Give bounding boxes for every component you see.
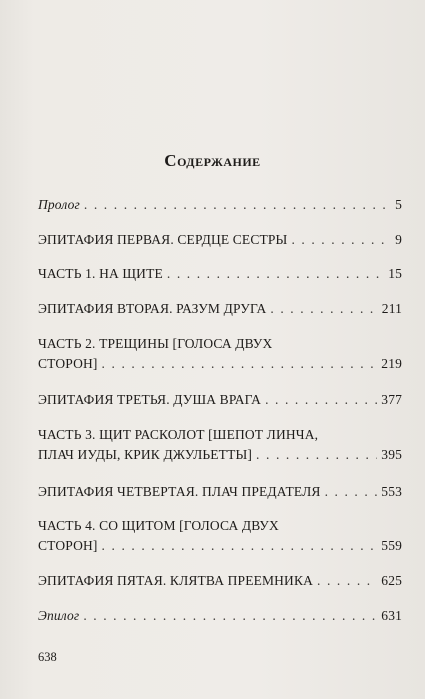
toc-entry-title-continued: СТОРОН] xyxy=(38,356,98,371)
toc-leader-dots xyxy=(317,571,377,591)
toc-entry-prologue[interactable] xyxy=(38,195,402,215)
toc-leader-dots xyxy=(84,195,391,215)
toc-entry-title: Пролог xyxy=(38,197,80,212)
toc-entry-epitaph-3[interactable] xyxy=(38,390,402,410)
toc-page-number: 553 xyxy=(381,484,402,499)
toc-entry-title-continued: СТОРОН] xyxy=(38,538,98,553)
toc-leader-dots xyxy=(291,230,391,250)
toc-entry-title: ЧАСТЬ 2. ТРЕЩИНЫ [ГОЛОСА ДВУХ xyxy=(38,336,273,351)
toc-entry-title: ЭПИТАФИЯ ТРЕТЬЯ. ДУША ВРАГА xyxy=(38,392,262,407)
toc-leader-dots xyxy=(102,536,378,556)
toc-entry-part-4[interactable] xyxy=(38,516,402,556)
toc-leader-dots xyxy=(265,390,377,410)
toc-page-number: 395 xyxy=(381,447,402,462)
toc-page-number: 631 xyxy=(381,608,402,623)
toc-page-number: 377 xyxy=(381,392,402,407)
toc-entry-part-2[interactable] xyxy=(38,334,402,374)
toc-entry-epitaph-1[interactable] xyxy=(38,230,402,250)
toc-entry-title: Эпилог xyxy=(38,608,80,623)
toc-page-number: 559 xyxy=(381,538,402,553)
toc-entry-title: ЧАСТЬ 1. НА ЩИТЕ xyxy=(38,266,163,281)
contents-heading: Содержание xyxy=(164,151,261,170)
toc-entry-epitaph-5[interactable] xyxy=(38,571,402,591)
toc-entry-title: ЧАСТЬ 4. СО ЩИТОМ [ГОЛОСА ДВУХ xyxy=(38,518,279,533)
toc-page-number: 219 xyxy=(381,356,402,371)
toc-page-number: 9 xyxy=(395,232,402,247)
toc-entry-title: ЭПИТАФИЯ ПЕРВАЯ. СЕРДЦЕ СЕСТРЫ xyxy=(38,232,288,247)
toc-entry-part-1[interactable] xyxy=(38,264,402,284)
toc-page-number: 5 xyxy=(395,197,402,212)
toc-page-number: 625 xyxy=(381,573,402,588)
toc-leader-dots xyxy=(270,299,377,319)
toc-leader-dots xyxy=(83,606,377,626)
toc-leader-dots xyxy=(256,445,377,465)
toc-entry-part-3[interactable] xyxy=(38,425,402,465)
toc-leader-dots xyxy=(325,482,378,502)
toc-leader-dots xyxy=(102,354,378,374)
toc-entry-epitaph-4[interactable] xyxy=(38,482,402,502)
toc-page-number: 211 xyxy=(381,301,402,316)
toc-entry-title: ЭПИТАФИЯ ЧЕТВЕРТАЯ. ПЛАЧ ПРЕДАТЕЛЯ xyxy=(38,484,321,499)
page-number: 638 xyxy=(38,650,57,664)
toc-leader-dots xyxy=(167,264,384,284)
toc-entry-title: ЭПИТАФИЯ ВТОРАЯ. РАЗУМ ДРУГА xyxy=(38,301,267,316)
toc-entry-title: ЧАСТЬ 3. ЩИТ РАСКОЛОТ [ШЕПОТ ЛИНЧА, xyxy=(38,427,319,442)
toc-entry-title: ЭПИТАФИЯ ПЯТАЯ. КЛЯТВА ПРЕЕМНИКА xyxy=(38,573,314,588)
toc-entry-epilogue[interactable] xyxy=(38,606,402,626)
toc-entry-epitaph-2[interactable] xyxy=(38,299,402,319)
toc-page-number: 15 xyxy=(388,266,402,281)
toc-entry-title-continued: ПЛАЧ ИУДЫ, КРИК ДЖУЛЬЕТТЫ] xyxy=(38,447,253,462)
